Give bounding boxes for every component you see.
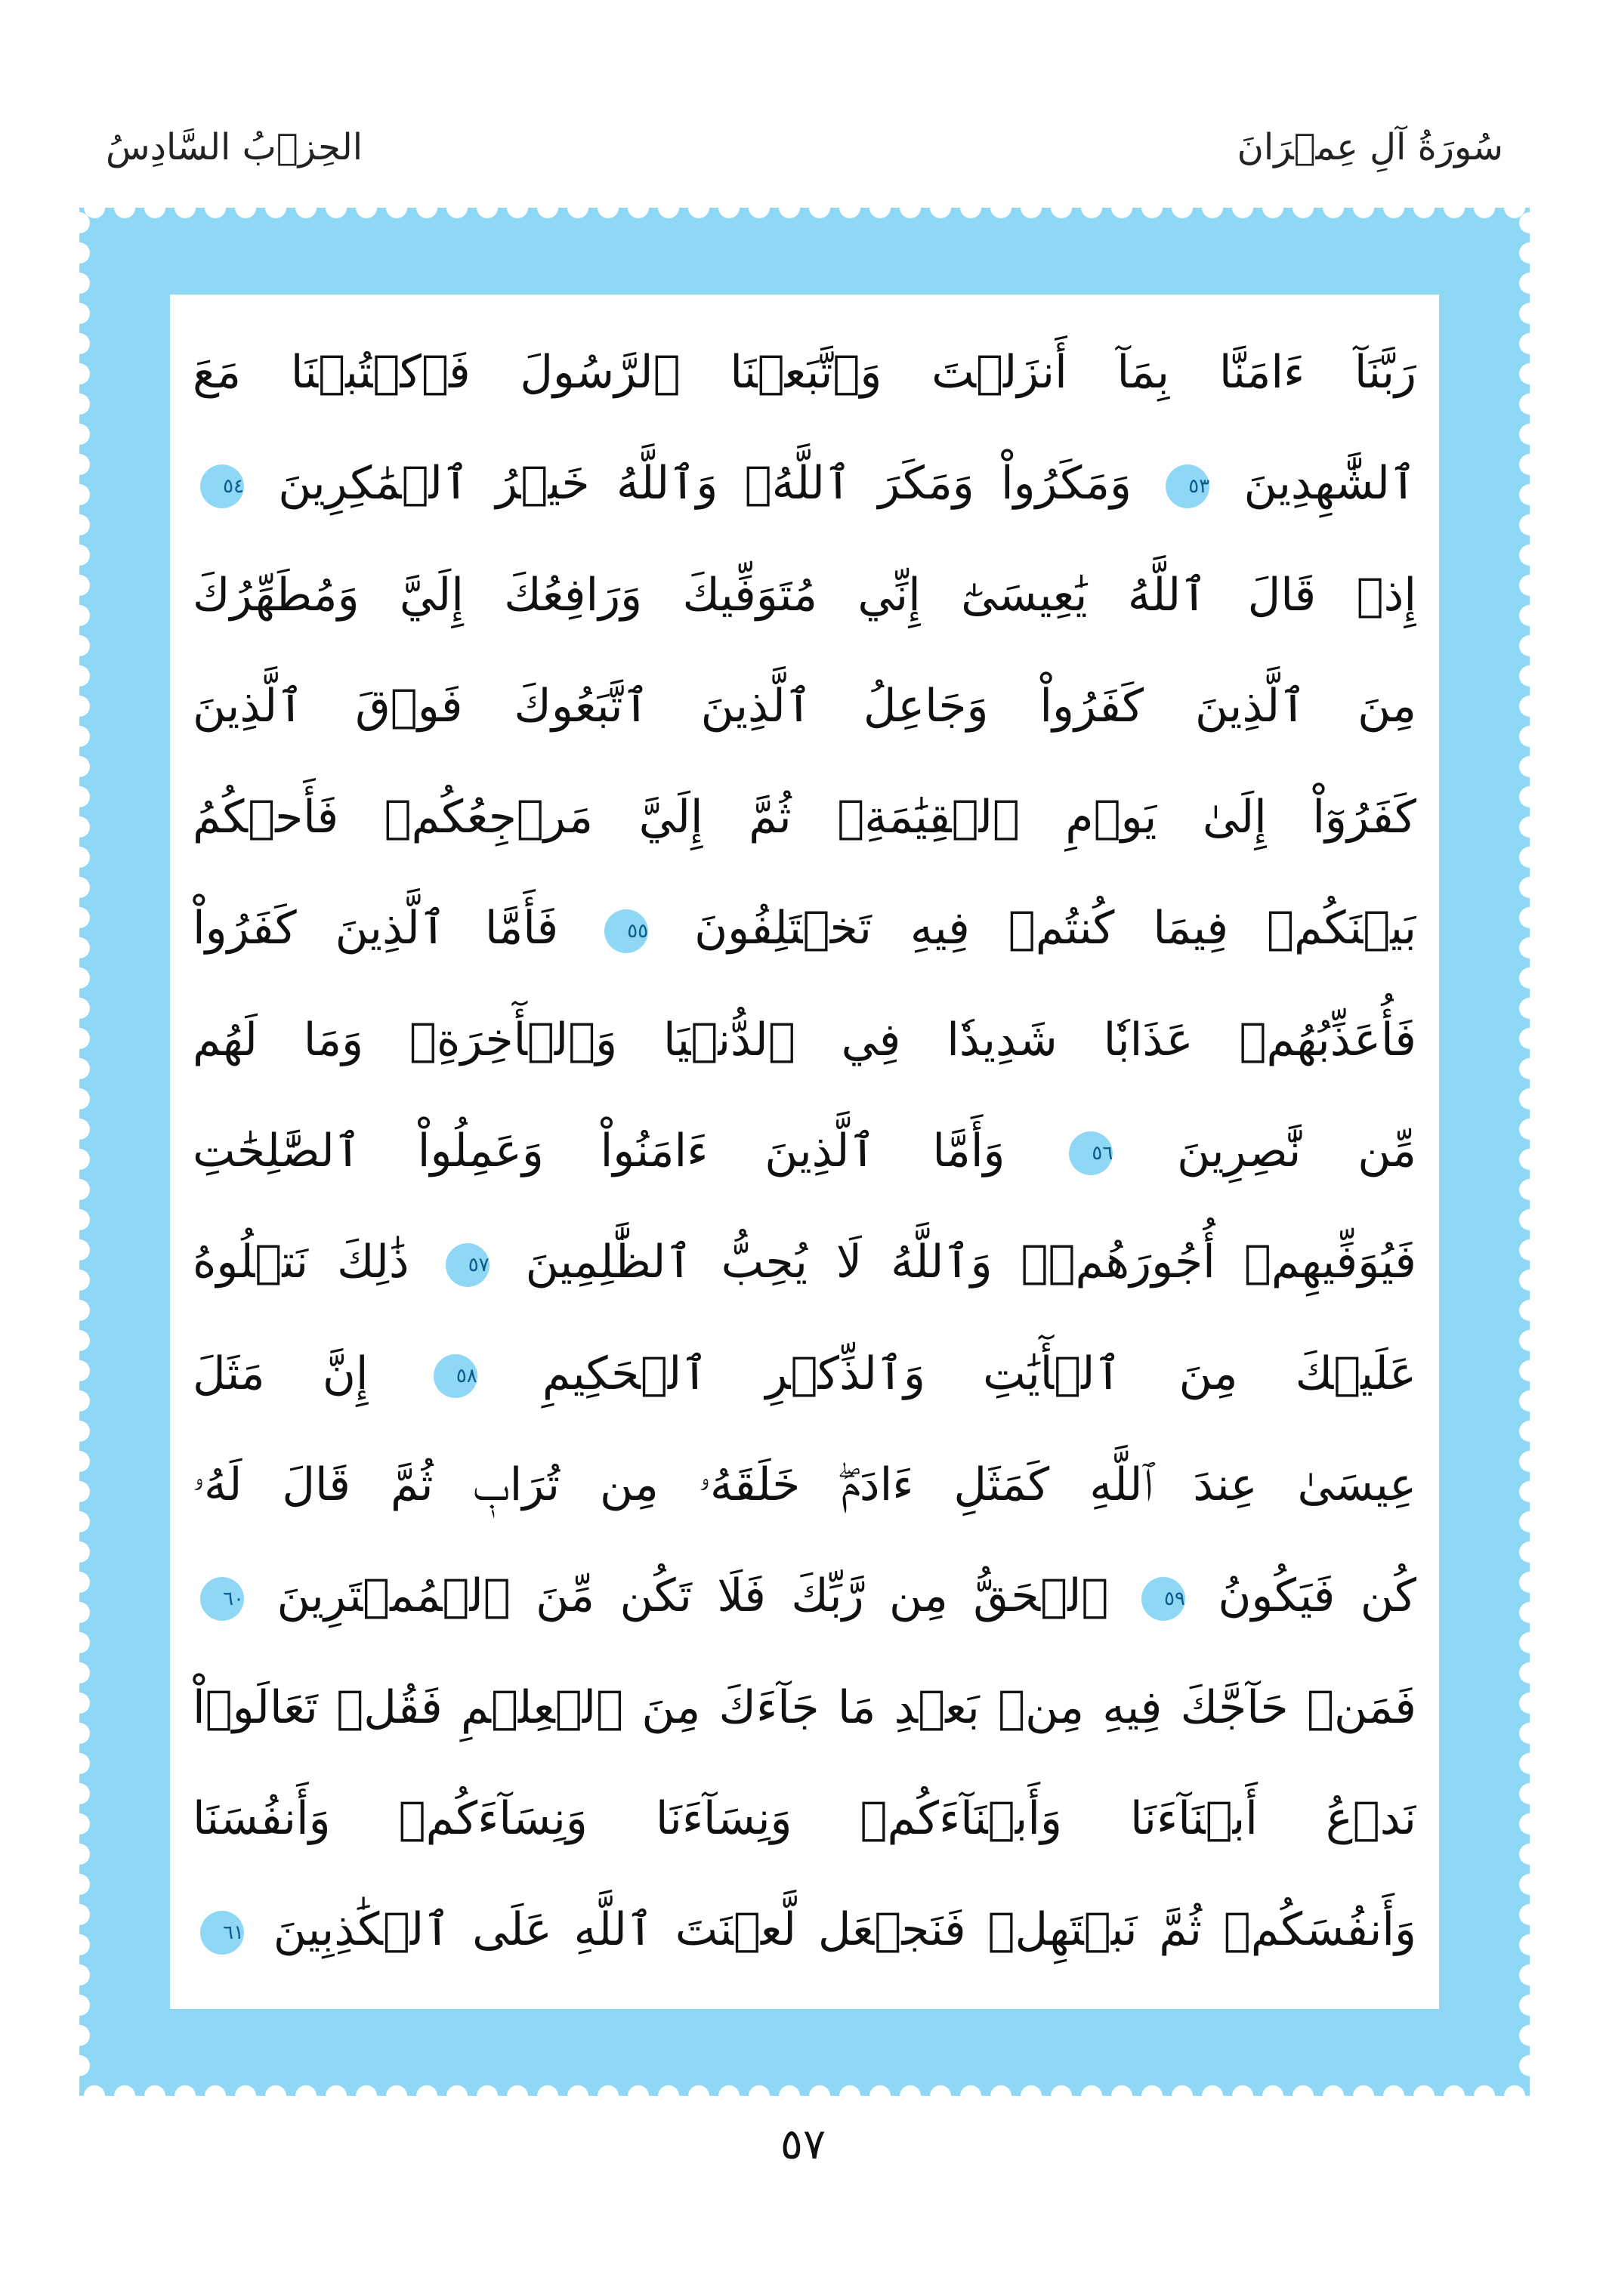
frame-scallop xyxy=(79,242,90,264)
text-line xyxy=(193,1541,1416,1652)
frame-scallop xyxy=(1519,273,1530,294)
frame-scallop xyxy=(79,1723,90,1744)
ayah-number-marker: ٥٨ xyxy=(434,1354,477,1398)
frame-scallop xyxy=(1519,786,1530,807)
frame-scallop xyxy=(235,208,256,218)
frame-scallop xyxy=(79,273,90,294)
text-line xyxy=(193,1096,1416,1207)
frame-scallop xyxy=(1519,696,1530,717)
frame-scallop xyxy=(79,726,90,747)
frame-scallop xyxy=(1519,545,1530,566)
frame-scallop xyxy=(79,1964,90,1986)
verse-text: فَمَنۡ حَآجَّكَ فِيهِ مِنۢ بَعۡدِ مَا جَآءَكَ مِنَ ٱلۡعِلۡمِ فَقُلۡ تَعَالَوۡاْ xyxy=(193,1680,1416,1734)
verse-text: رَبَّنَآ ءَامَنَّا بِمَآ أَنزَلۡتَ وَٱتَّبَعۡنَا ٱلرَّسُولَ فَٱكۡتُبۡنَا مَعَ xyxy=(193,346,1416,399)
frame-scallop xyxy=(1519,333,1530,354)
frame-scallop xyxy=(326,208,347,218)
frame-scallop xyxy=(749,208,770,218)
frame-scallop xyxy=(1519,1028,1530,1049)
frame-scallop xyxy=(295,208,317,218)
frame-scallop xyxy=(79,605,90,626)
frame-scallop xyxy=(1519,605,1530,626)
frame-scallop xyxy=(79,1753,90,1774)
frame-scallop xyxy=(567,2085,588,2096)
frame-scallop xyxy=(416,208,437,218)
frame-scallop xyxy=(688,2085,709,2096)
frame-scallop xyxy=(1519,756,1530,777)
frame-scallop xyxy=(79,2055,90,2076)
text-line xyxy=(193,762,1416,873)
frame-scallop xyxy=(1293,208,1314,218)
frame-scallop xyxy=(356,2085,377,2096)
frame-scallop xyxy=(779,2085,800,2096)
text-line xyxy=(193,1653,1416,1764)
frame-scallop xyxy=(1051,2085,1072,2096)
frame-scallop xyxy=(1323,2085,1344,2096)
frame-scallop xyxy=(1519,1511,1530,1532)
verse-text: وَأَنفُسَكُمۡ ثُمَّ نَبۡتَهِلۡ فَنَجۡعَل لَّعۡنَتَ ٱللَّهِ عَلَى ٱلۡكَٰذِبِينَ xyxy=(273,1903,1416,1957)
frame-scallop xyxy=(1519,1058,1530,1079)
frame-scallop xyxy=(900,208,921,218)
page-number: ٥٧ xyxy=(780,2120,826,2169)
text-line xyxy=(193,651,1416,762)
ayah-number-marker: ٦١ xyxy=(200,1911,244,1955)
frame-scallop xyxy=(1262,208,1283,218)
frame-scallop xyxy=(446,2085,468,2096)
frame-scallop xyxy=(79,1028,90,1049)
frame-scallop xyxy=(144,208,165,218)
frame-scallop xyxy=(1353,208,1374,218)
frame-scallop xyxy=(1519,816,1530,838)
frame-scallop xyxy=(1519,363,1530,384)
frame-scallop xyxy=(1519,726,1530,747)
frame-scallop xyxy=(79,1874,90,1895)
frame-scallop xyxy=(1519,393,1530,415)
verse-text: وَأَمَّا ٱلَّذِينَ ءَامَنُواْ وَعَمِلُواْ ٱلصَّٰلِحَٰتِ xyxy=(193,1125,1005,1178)
frame-scallop xyxy=(718,2085,740,2096)
frame-scallop xyxy=(79,1632,90,1653)
frame-scallop xyxy=(1504,2085,1525,2096)
quran-text-lines xyxy=(193,317,1416,1986)
frame-scallop xyxy=(869,208,891,218)
frame-scallop xyxy=(79,1058,90,1079)
verse-text: عِيسَىٰ عِندَ ٱللَّهِ كَمَثَلِ ءَادَمَۖ خَلَقَهُۥ مِن تُرَابٖ ثُمَّ قَالَ لَهُۥ xyxy=(193,1458,1416,1511)
text-line xyxy=(193,1430,1416,1541)
frame-scallop xyxy=(749,2085,770,2096)
frame-scallop xyxy=(839,2085,860,2096)
frame-scallop xyxy=(1519,937,1530,958)
frame-scallop xyxy=(718,208,740,218)
frame-scallop xyxy=(809,2085,830,2096)
frame-scallop xyxy=(1474,2085,1495,2096)
frame-scallop xyxy=(990,208,1011,218)
frame-scallop xyxy=(1444,2085,1465,2096)
frame-scallop xyxy=(1519,1874,1530,1895)
frame-scallop xyxy=(79,1360,90,1381)
frame-scallop xyxy=(1141,2085,1163,2096)
verse-text: إِنَّ مَثَلَ xyxy=(193,1347,369,1400)
frame-scallop xyxy=(1519,1904,1530,1925)
text-line xyxy=(193,985,1416,1096)
frame-scallop xyxy=(477,208,498,218)
frame-scallop xyxy=(79,1451,90,1472)
frame-scallop xyxy=(79,907,90,928)
ayah-number-marker: ٥٤ xyxy=(200,464,244,508)
frame-scallop xyxy=(1519,2025,1530,2046)
frame-scallop xyxy=(537,208,558,218)
verse-text: نَدۡعُ أَبۡنَآءَنَا وَأَبۡنَآءَكُمۡ وَنِسَآءَنَا وَنِسَآءَكُمۡ وَأَنفُسَنَا xyxy=(193,1791,1416,1845)
frame-scallop xyxy=(1519,1964,1530,1986)
frame-scallop xyxy=(79,393,90,415)
page-header xyxy=(106,113,1503,181)
frame-scallop xyxy=(1519,847,1530,868)
frame-scallop xyxy=(79,786,90,807)
frame-scallop xyxy=(1519,2055,1530,2076)
frame-scallop xyxy=(1021,208,1042,218)
verse-text: وَمَكَرُواْ وَمَكَرَ ٱللَّهُۖ وَٱللَّهُ خَيۡرُ ٱلۡمَٰكِرِينَ xyxy=(278,457,1132,511)
frame-scallop xyxy=(79,1421,90,1442)
frame-scallop xyxy=(1519,1179,1530,1200)
frame-scallop xyxy=(79,696,90,717)
frame-scallop xyxy=(1519,1088,1530,1109)
text-line xyxy=(193,1875,1416,1986)
text-line xyxy=(193,873,1416,984)
frame-scallop xyxy=(295,2085,317,2096)
frame-scallop xyxy=(174,2085,196,2096)
frame-scallop xyxy=(79,1783,90,1804)
text-line xyxy=(193,1319,1416,1430)
frame-scallop xyxy=(1519,1390,1530,1412)
verse-text: فَيُوَفِّيهِمۡ أُجُورَهُمۡۗ وَٱللَّهُ لَا يُحِبُّ ٱلظَّٰلِمِينَ xyxy=(525,1236,1416,1289)
frame-scallop xyxy=(1519,1300,1530,1321)
frame-scallop xyxy=(1519,1995,1530,2016)
ayah-number-marker: ٥٥ xyxy=(604,909,648,953)
frame-scallop xyxy=(84,2085,105,2096)
frame-scallop xyxy=(688,208,709,218)
frame-scallop xyxy=(1519,484,1530,505)
frame-scallop xyxy=(1519,242,1530,264)
frame-scallop xyxy=(386,208,407,218)
frame-scallop xyxy=(1413,2085,1435,2096)
frame-scallop xyxy=(598,2085,619,2096)
frame-scallop xyxy=(79,1904,90,1925)
frame-scallop xyxy=(900,2085,921,2096)
frame-scallop xyxy=(79,1541,90,1563)
frame-scallop xyxy=(79,1209,90,1230)
frame-scallop xyxy=(79,1149,90,1170)
frame-scallop xyxy=(1519,877,1530,898)
frame-scallop xyxy=(79,1481,90,1502)
frame-scallop xyxy=(79,1602,90,1623)
frame-scallop xyxy=(79,545,90,566)
frame-scallop xyxy=(628,2085,649,2096)
frame-scallop xyxy=(1293,2085,1314,2096)
frame-scallop xyxy=(930,208,951,218)
frame-scallop xyxy=(1051,208,1072,218)
text-line xyxy=(193,540,1416,651)
hizb-label: الحِزۡبُ السَّادِسُ xyxy=(106,126,363,168)
frame-scallop xyxy=(1323,208,1344,218)
frame-scallop xyxy=(265,208,286,218)
frame-scallop xyxy=(930,2085,951,2096)
frame-scallop xyxy=(809,208,830,218)
frame-scallop xyxy=(1519,1632,1530,1653)
frame-scallop xyxy=(79,484,90,505)
frame-scallop xyxy=(174,208,196,218)
frame-scallop xyxy=(1353,2085,1374,2096)
frame-scallop xyxy=(1172,2085,1193,2096)
frame-scallop xyxy=(1519,1421,1530,1442)
frame-scallop xyxy=(79,1662,90,1683)
ayah-number-marker: ٥٩ xyxy=(1141,1577,1185,1621)
verse-text: ذَٰلِكَ نَتۡلُوهُ xyxy=(193,1236,409,1289)
frame-scallop xyxy=(79,1330,90,1351)
frame-scallop xyxy=(1519,1662,1530,1683)
frame-scallop xyxy=(446,208,468,218)
verse-text: ٱلۡحَقُّ مِن رَّبِّكَ فَلَا تَكُن مِّنَ ٱلۡمُمۡتَرِينَ xyxy=(276,1569,1109,1623)
ayah-number-marker: ٥٦ xyxy=(1069,1131,1113,1175)
frame-scallop xyxy=(1519,1239,1530,1261)
frame-scallop xyxy=(79,424,90,445)
frame-scallop xyxy=(1141,208,1163,218)
frame-scallop xyxy=(79,1300,90,1321)
verse-text: فَأُعَذِّبُهُمۡ عَذَابٗا شَدِيدٗا فِي ٱلدُّنۡيَا وَٱلۡأٓخِرَةِۖ وَمَا لَهُم xyxy=(193,1013,1416,1066)
verse-text: مِّن نَّٰصِرِينَ xyxy=(1177,1125,1416,1178)
frame-scallop xyxy=(79,967,90,989)
frame-scallop xyxy=(507,208,528,218)
frame-scallop xyxy=(114,2085,135,2096)
frame-scallop xyxy=(79,514,90,535)
frame-scallop xyxy=(114,208,135,218)
frame-scallop xyxy=(79,665,90,687)
frame-scallop xyxy=(79,575,90,596)
frame-scallop xyxy=(265,2085,286,2096)
text-line xyxy=(193,428,1416,539)
frame-scallop xyxy=(1413,208,1435,218)
frame-scallop xyxy=(1519,1270,1530,1291)
frame-scallop xyxy=(1519,1602,1530,1623)
frame-scallop xyxy=(477,2085,498,2096)
frame-scallop xyxy=(1519,1481,1530,1502)
frame-scallop xyxy=(1262,2085,1283,2096)
frame-scallop xyxy=(79,816,90,838)
frame-scallop xyxy=(1519,1541,1530,1563)
frame-scallop xyxy=(1444,208,1465,218)
verse-text: عَلَيۡكَ مِنَ ٱلۡأٓيَٰتِ وَٱلذِّكۡرِ ٱلۡحَكِيمِ xyxy=(542,1347,1416,1400)
frame-scallop xyxy=(869,2085,891,2096)
frame-scallop xyxy=(779,208,800,218)
frame-scallop xyxy=(79,1934,90,1955)
frame-scallop xyxy=(1519,514,1530,535)
frame-scallop xyxy=(1519,1330,1530,1351)
frame-scallop xyxy=(79,2025,90,2046)
frame-scallop xyxy=(1519,1783,1530,1804)
frame-scallop xyxy=(1383,2085,1404,2096)
text-line xyxy=(193,317,1416,428)
frame-scallop xyxy=(567,208,588,218)
frame-scallop xyxy=(356,208,377,218)
frame-scallop xyxy=(79,998,90,1019)
frame-scallop xyxy=(1519,454,1530,475)
frame-scallop xyxy=(598,208,619,218)
frame-scallop xyxy=(1519,1844,1530,1865)
frame-scallop xyxy=(990,2085,1011,2096)
frame-scallop xyxy=(1172,208,1193,218)
frame-scallop xyxy=(79,1119,90,1140)
frame-scallop xyxy=(79,1572,90,1593)
frame-scallop xyxy=(1081,208,1102,218)
frame-scallop xyxy=(79,1088,90,1109)
frame-scallop xyxy=(1202,208,1223,218)
frame-scallop xyxy=(79,756,90,777)
frame-scallop xyxy=(1519,1934,1530,1955)
frame-scallop xyxy=(960,2085,981,2096)
frame-scallop xyxy=(1021,2085,1042,2096)
frame-scallop xyxy=(79,1844,90,1865)
frame-scallop xyxy=(79,1390,90,1412)
frame-scallop xyxy=(1232,2085,1253,2096)
verse-text: ٱلشَّٰهِدِينَ xyxy=(1243,457,1416,511)
frame-scallop xyxy=(326,2085,347,2096)
frame-scallop xyxy=(1519,575,1530,596)
frame-scallop xyxy=(1519,303,1530,324)
frame-scallop xyxy=(1519,1693,1530,1714)
frame-scallop xyxy=(1519,1119,1530,1140)
frame-scallop xyxy=(79,1511,90,1532)
frame-scallop xyxy=(1474,208,1495,218)
frame-scallop xyxy=(79,303,90,324)
frame-scallop xyxy=(1519,1451,1530,1472)
surah-name: سُورَةُ آلِ عِمۡرَانَ xyxy=(1237,126,1503,168)
frame-scallop xyxy=(79,1813,90,1835)
frame-scallop xyxy=(79,363,90,384)
ayah-number-marker: ٦٠ xyxy=(200,1577,244,1621)
frame-scallop xyxy=(416,2085,437,2096)
verse-text: كَفَرُوٓاْ إِلَىٰ يَوۡمِ ٱلۡقِيَٰمَةِۖ ثُمَّ إِلَيَّ مَرۡجِعُكُمۡ فَأَحۡكُمُ xyxy=(193,791,1416,844)
ayah-number-marker: ٥٣ xyxy=(1166,464,1209,508)
frame-scallop xyxy=(1519,998,1530,1019)
frame-scallop xyxy=(1519,1360,1530,1381)
frame-scallop xyxy=(79,1693,90,1714)
frame-scallop xyxy=(1081,2085,1102,2096)
frame-scallop xyxy=(507,2085,528,2096)
frame-scallop xyxy=(79,454,90,475)
frame-scallop xyxy=(235,2085,256,2096)
frame-scallop xyxy=(79,635,90,656)
frame-scallop xyxy=(79,937,90,958)
text-line xyxy=(193,1764,1416,1875)
frame-scallop xyxy=(79,1239,90,1261)
verse-text: بَيۡنَكُمۡ فِيمَا كُنتُمۡ فِيهِ تَخۡتَلِفُونَ xyxy=(694,902,1416,955)
frame-scallop xyxy=(205,2085,226,2096)
frame-scallop xyxy=(79,1270,90,1291)
frame-scallop xyxy=(960,208,981,218)
frame-scallop xyxy=(1519,1209,1530,1230)
frame-scallop xyxy=(1519,1813,1530,1835)
frame-scallop xyxy=(1383,208,1404,218)
frame-scallop xyxy=(628,208,649,218)
frame-scallop xyxy=(658,2085,679,2096)
frame-scallop xyxy=(839,208,860,218)
frame-scallop xyxy=(1519,907,1530,928)
verse-text: فَأَمَّا ٱلَّذِينَ كَفَرُواْ xyxy=(193,902,559,955)
text-line xyxy=(193,1207,1416,1318)
frame-scallop xyxy=(1232,208,1253,218)
frame-scallop xyxy=(1519,1572,1530,1593)
frame-scallop xyxy=(1202,2085,1223,2096)
frame-scallop xyxy=(658,208,679,218)
verse-text: مِنَ ٱلَّذِينَ كَفَرُواْ وَجَاعِلُ ٱلَّذِينَ ٱتَّبَعُوكَ فَوۡقَ ٱلَّذِينَ xyxy=(193,679,1416,733)
frame-scallop xyxy=(79,1179,90,1200)
frame-scallop xyxy=(1111,208,1132,218)
verse-text: إِذۡ قَالَ ٱللَّهُ يَٰعِيسَىٰٓ إِنِّي مُتَوَفِّيكَ وَرَافِعُكَ إِلَيَّ وَمُطَهِّرُكَ xyxy=(193,568,1416,622)
frame-scallop xyxy=(79,333,90,354)
frame-scallop xyxy=(1519,665,1530,687)
frame-scallop xyxy=(205,208,226,218)
frame-scallop xyxy=(1519,967,1530,989)
frame-scallop xyxy=(1519,424,1530,445)
frame-scallop xyxy=(79,847,90,868)
frame-scallop xyxy=(79,877,90,898)
frame-scallop xyxy=(1519,1723,1530,1744)
verse-text: كُن فَيَكُونُ xyxy=(1218,1569,1416,1623)
frame-scallop xyxy=(144,2085,165,2096)
frame-scallop xyxy=(79,1995,90,2016)
frame-scallop xyxy=(1519,635,1530,656)
frame-scallop xyxy=(386,2085,407,2096)
frame-scallop xyxy=(537,2085,558,2096)
frame-scallop xyxy=(1111,2085,1132,2096)
ayah-number-marker: ٥٧ xyxy=(446,1243,490,1287)
frame-scallop xyxy=(1519,1149,1530,1170)
frame-scallop xyxy=(1519,1753,1530,1774)
